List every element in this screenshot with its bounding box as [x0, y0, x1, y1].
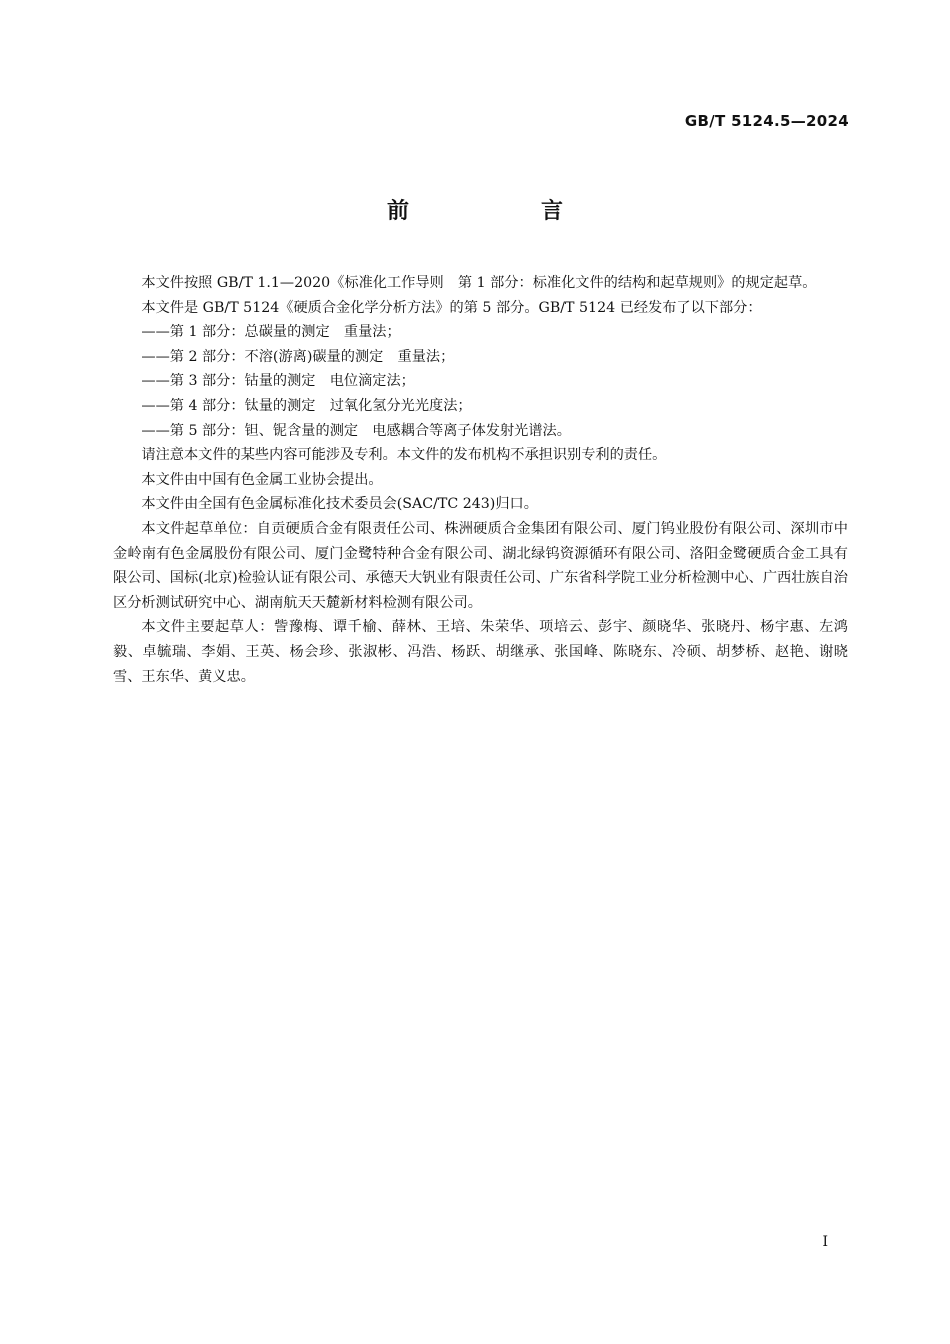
- list-item-part-5: ——第 5 部分：钽、铌含量的测定 电感耦合等离子体发射光谱法。: [141, 422, 571, 439]
- list-item-part-2: ——第 2 部分：不溶(游离)碳量的测定 重量法；: [141, 348, 455, 365]
- standard-number: GB/T 5124.5—2024: [684, 112, 849, 130]
- page-number: I: [822, 1234, 828, 1250]
- paragraph-drafting-rule: 本文件按照 GB/T 1.1—2020《标准化工作导则 第 1 部分：标准化文件的结构和起草规则》的规定起草。: [141, 275, 817, 291]
- list-item-part-1: ——第 1 部分：总碳量的测定 重量法；: [141, 324, 401, 341]
- paragraph-parts-intro: 本文件是 GB/T 5124《硬质合金化学分析方法》的第 5 部分。GB/T 5124 已经发布了以下部分：: [141, 299, 762, 316]
- paragraph-proposed-by: 本文件由中国有色金属工业协会提出。: [141, 471, 383, 488]
- page-title: 前 言: [386, 199, 618, 224]
- paragraph-drafting-organizations: 本文件起草单位：自贡硬质合金有限责任公司、株洲硬质合金集团有限公司、厦门钨业股份有限公司、深圳市中金岭南有色金属股份有限公司、厦门金鹭特种合金有限公司、湖北绿钨资源循环有限公司、洛阳金鹭硬质合金工具有限公司、国标(北京)检验认证有限公司、承德天大钒业有限责任公司、广东省科学院工业分析检测中心、广西壮族自治区分析测试研究中心、湖南航天天麓新材料检测有限公司。: [113, 520, 848, 611]
- list-item-part-3: ——第 3 部分：钴量的测定 电位滴定法；: [141, 373, 415, 390]
- paragraph-patent-notice: 请注意本文件的某些内容可能涉及专利。本文件的发布机构不承担识别专利的责任。: [141, 447, 667, 464]
- paragraph-under-jurisdiction: 本文件由全国有色金属标准化技术委员会(SAC/TC 243)归口。: [141, 496, 538, 513]
- list-item-part-4: ——第 4 部分：钛量的测定 过氧化氢分光光度法；: [141, 397, 472, 414]
- document-body: [113, 271, 848, 689]
- paragraph-main-drafters: 本文件主要起草人：訾豫梅、谭千榆、薛林、王培、朱荣华、项培云、彭宇、颜晓华、张晓丹、杨宇惠、左鸿毅、卓毓瑞、李娟、王英、杨会珍、张淑彬、冯浩、杨跃、胡继承、张国峰、陈晓东、冷硕、胡梦桥、赵艳、谢晓雪、王东华、黄义忠。: [113, 619, 848, 685]
